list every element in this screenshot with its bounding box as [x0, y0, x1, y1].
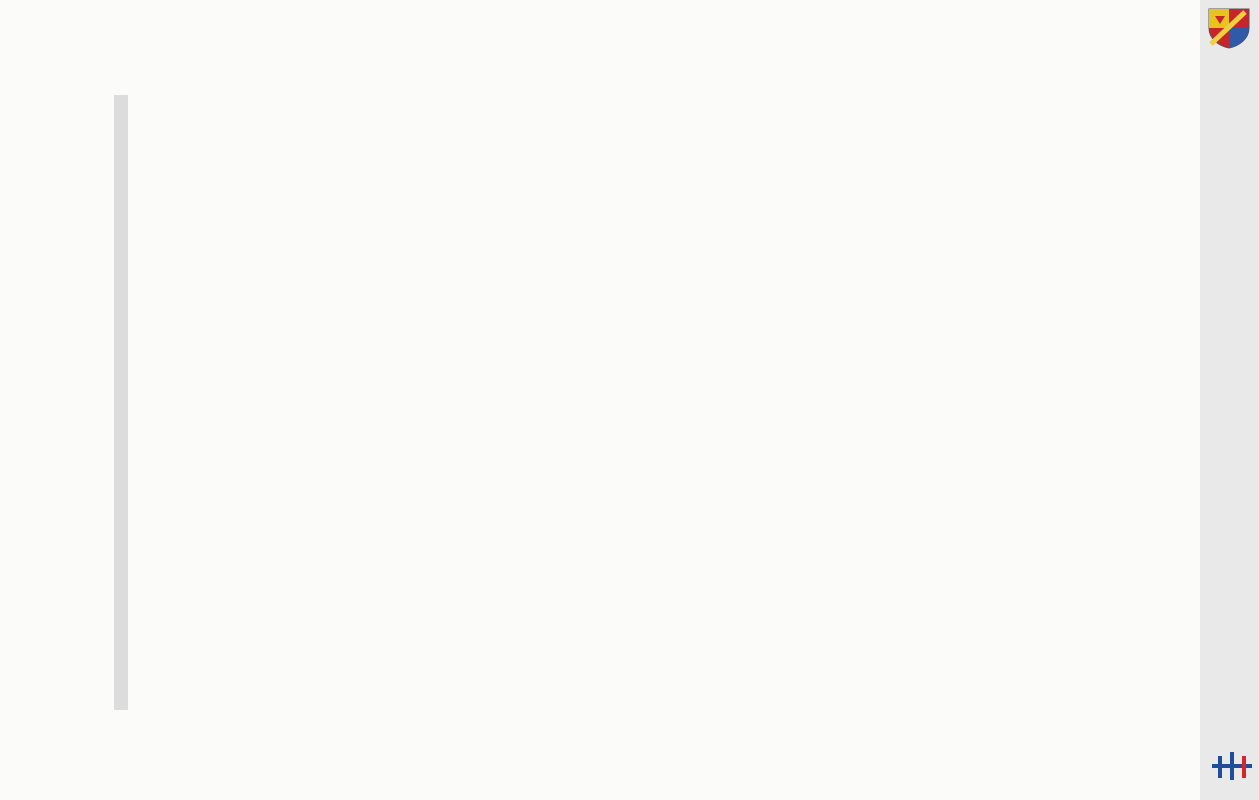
ub-freiburg-logo-icon	[1210, 748, 1254, 784]
viewer-sidebar	[1200, 0, 1259, 800]
page-text	[100, 95, 149, 710]
inscription-box	[114, 95, 128, 710]
coat-of-arms-icon	[1205, 6, 1253, 50]
